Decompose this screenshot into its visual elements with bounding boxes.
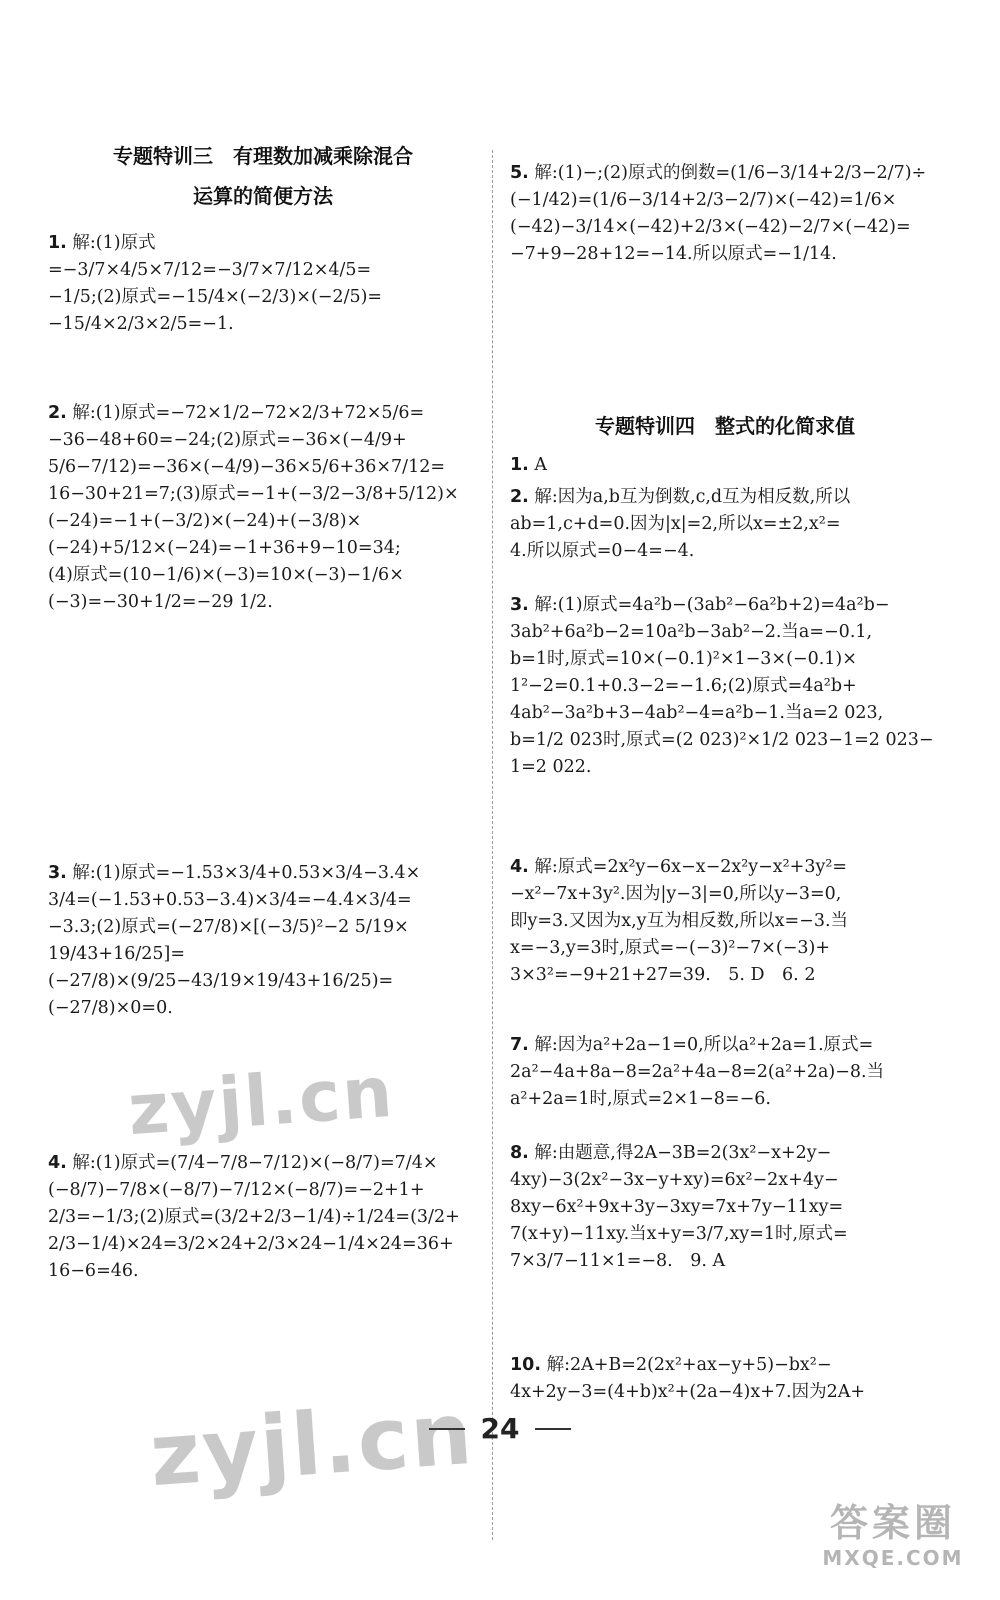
answer-item: [48, 230, 478, 338]
item-text: 解:因为a²+2a−1=0,所以a²+2a=1.原式= 2a²−4a+8a−8=2a²+4a−8=2(a²+2a)−8.当 a²+2a=1时,原式=2×1−8=−6.: [510, 1035, 885, 1109]
watermark-text: zyjl.cn: [125, 1050, 397, 1152]
answer-item: [510, 484, 940, 565]
watermark-logo-title: 答案圈: [829, 1501, 956, 1545]
item-number: 8.: [510, 1143, 529, 1163]
item-text: 解:由题意,得2A−3B=2(3x²−x+2y− 4xy)−3(2x²−3x−y+xy)=6x²−2x+4y− 8xy−6x²+9x+3y−3xy=7x+7y−11xy= 7(x+y)−11xy.当x+y=3/7,xy=1时,原式= 7×3/7−11×1=−8. 9. A: [510, 1143, 848, 1271]
watermark-logo-url: MXQE.COM: [822, 1546, 964, 1570]
section-3-title-line-1: 专题特训三 有理数加减乘除混合: [113, 144, 413, 168]
item-number: 1.: [48, 233, 67, 253]
answer-item: [48, 400, 478, 616]
answer-item: [48, 860, 478, 1022]
right-column: [510, 0, 940, 1600]
item-number: 4.: [48, 1153, 67, 1173]
item-text: 解:(1)原式=(7/4−7/8−7/12)×(−8/7)=7/4× (−8/7)−7/8×(−8/7)−7/12×(−8/7)=−2+1+ 2/3=−1/3;(2)原式=(3/2+2/3−1/4)÷1/24=(3/2+ 2/3−1/4)×24=3/2×24+2/3×24−1/4×24=36+ 16−6=46.: [48, 1153, 460, 1281]
item-number: 2.: [48, 403, 67, 423]
watermark-text: zyjl.cn: [146, 1383, 478, 1507]
item-text: 解:因为a,b互为倒数,c,d互为相反数,所以 ab=1,c+d=0.因为|x|=2,所以x=±2,x²= 4.所以原式=0−4=−4.: [510, 487, 851, 561]
item-number: 2.: [510, 487, 529, 507]
item-number: 5.: [510, 163, 529, 183]
footer-rule-right: [535, 1428, 571, 1430]
answer-item: [510, 592, 940, 781]
item-text: A: [534, 455, 548, 475]
item-number: 7.: [510, 1035, 529, 1055]
item-text: 解:(1)原式=−72×1/2−72×2/3+72×5/6= −36−48+60=−24;(2)原式=−36×(−4/9+ 5/6−7/12)=−36×(−4/9)−36×5/6+36×7/12= 16−30+21=7;(3)原式=−1+(−3/2−3/8+5/12)× (−24)=−1+(−3/2)×(−24)+(−3/8)× (−24)+5/12×(−24)=−1+36+9−10=34; (4)原式=(10−1/6)×(−3)=10×(−3)−1/6× (−3)=−30+1/2=−29 1/2.: [48, 403, 459, 612]
item-text: 解:原式=2x²y−6x−x−2x²y−x²+3y²= −x²−7x+3y².因为|y−3|=0,所以y−3=0, 即y=3.又因为x,y互为相反数,所以x=−3.当 x=−3,y=3时,原式=−(−3)²−7×(−3)+ 3×3²=−9+21+27=39. 5. D 6. 2: [510, 857, 849, 985]
page-number: 24: [480, 1412, 520, 1445]
answer-item: [510, 160, 940, 268]
item-text: 解:(1)原式=−1.53×3/4+0.53×3/4−3.4× 3/4=(−1.53+0.53−3.4)×3/4=−4.4×3/4= −3.3;(2)原式=(−27/8)×[(−3/5)²−2 5/19× 19/43+16/25]=(−27/8)×(9/25−43/19×19/43+16/25)= (−27/8)×0=0.: [48, 863, 421, 1018]
watermark-logo: [808, 1500, 978, 1590]
item-text: 解:(1)原式=−3/7×4/5×7/12=−3/7×7/12×4/5= −1/5;(2)原式=−15/4×(−2/3)×(−2/5)= −15/4×2/3×2/5=−1.: [48, 233, 383, 334]
answer-item: [510, 1032, 940, 1113]
item-text: 解:(1)原式=4a²b−(3ab²−6a²b+2)=4a²b− 3ab²+6a²b−2=10a²b−3ab²−2.当a=−0.1, b=1时,原式=10×(−0.1)²×1−3×(−0.1)× 1²−2=0.1+0.3−2=−1.6;(2)原式=4a²b+ 4ab²−3a²b+3−4ab²−4=a²b−1.当a=2 023, b=1/2 023时,原式=(2 023)²×1/2 023−1=2 023− 1=2 022.: [510, 595, 934, 777]
answer-item: [510, 1352, 940, 1406]
item-number: 1.: [510, 455, 529, 475]
left-column: [48, 0, 478, 1600]
item-number: 10.: [510, 1355, 542, 1375]
item-text: 解:(1)−;(2)原式的倒数=(1/6−3/14+2/3−2/7)÷ (−1/42)=(1/6−3/14+2/3−2/7)×(−42)=1/6× (−42)−3/14×(−42)+2/3×(−42)−2/7×(−42)= −7+9−28+12=−14.所以原式=−1/14.: [510, 163, 927, 264]
answer-item: [510, 452, 940, 479]
item-number: 3.: [48, 863, 67, 883]
item-number: 4.: [510, 857, 529, 877]
section-3-title-line-2: 运算的简便方法: [193, 184, 333, 208]
answer-item: [48, 1150, 478, 1285]
item-text: 解:2A+B=2(2x²+ax−y+5)−bx²− 4x+2y−3=(4+b)x²+(2a−4)x+7.因为2A+: [510, 1355, 866, 1402]
column-divider: [492, 150, 493, 1540]
answer-item: [510, 854, 940, 989]
section-4-title: 专题特训四 整式的化简求值: [595, 414, 855, 438]
answer-item: [510, 1140, 940, 1275]
item-number: 3.: [510, 595, 529, 615]
